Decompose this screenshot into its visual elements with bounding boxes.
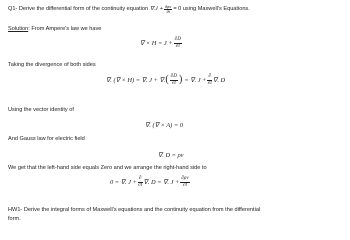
fraction-denominator: ∂t — [207, 79, 212, 86]
solution-line — [8, 26, 101, 33]
fraction-numerator: ∂D — [174, 36, 181, 42]
equation-continuity-fraction-2 — [180, 176, 189, 188]
equation-divergence-lhs: ∇. (∇ × H) = ∇. J + ∇. — [106, 77, 166, 85]
equation-vector-identity: ∇. (∇ × A) = 0 — [145, 122, 184, 129]
text-vector-identity: Using the vector identity of — [8, 107, 74, 113]
equation-divergence-fraction-2 — [207, 74, 212, 86]
fraction-numerator: ∂ — [138, 175, 142, 181]
equation-continuity-mid: ∇. D = ∇. J + — [143, 179, 180, 187]
question-1-lhs: ∇.J — [150, 6, 158, 13]
fraction-denominator: ∂t — [175, 42, 180, 49]
homework-1-line-2: form. — [8, 216, 21, 222]
question-1-fraction — [164, 5, 172, 15]
equation-ampere-fraction — [174, 37, 182, 49]
solution-label: Solution — [8, 26, 29, 32]
left-paren: ( — [165, 74, 169, 86]
right-paren: ) — [178, 74, 183, 86]
text-divergence: Taking the divergence of both sides — [8, 62, 96, 68]
fraction-denominator: ∂t — [166, 9, 170, 15]
solution-text: : From Ampere's law we have — [28, 26, 102, 32]
equation-divergence-fraction — [170, 74, 178, 86]
equation-ampere-lhs: ∇ × H = J + — [140, 40, 173, 48]
equation-divergence — [106, 74, 225, 86]
fraction-denominator: ∂t — [182, 181, 187, 188]
fraction-denominator: ∂t — [171, 79, 176, 86]
equation-divergence-rhs: = ∇. J + — [184, 77, 207, 85]
question-1 — [8, 5, 250, 15]
equation-continuity-lhs: 0 = ∇. J + — [110, 179, 137, 187]
fraction-numerator: ∂ρv — [165, 4, 172, 9]
equation-continuity — [110, 176, 191, 188]
text-gauss-law: And Gauss law for electric field — [8, 136, 85, 142]
question-1-plus: + — [159, 6, 164, 13]
fraction-denominator: ∂t — [138, 181, 143, 188]
question-1-suffix: = 0 using Maxwell's Equations. — [173, 6, 250, 13]
fraction-numerator: ∂ — [208, 73, 212, 79]
fraction-numerator: ∂D — [170, 73, 177, 79]
equation-ampere — [140, 37, 183, 49]
fraction-numerator: ∂ρv — [181, 175, 189, 181]
homework-1-line-1: HW1- Derive the integral forms of Maxwell's equations and the continuity equation from the differential — [8, 207, 261, 213]
equation-continuity-fraction — [138, 176, 143, 188]
text-arrange: We get that the left-hand side equals Zero and we arrange the right-hand side to — [8, 165, 207, 171]
equation-divergence-tail: ∇. D — [213, 77, 226, 85]
equation-gauss: ∇. D = ρv — [158, 152, 184, 159]
question-1-prefix: Q1- Derive the differential form of the continuity equation — [8, 6, 149, 13]
